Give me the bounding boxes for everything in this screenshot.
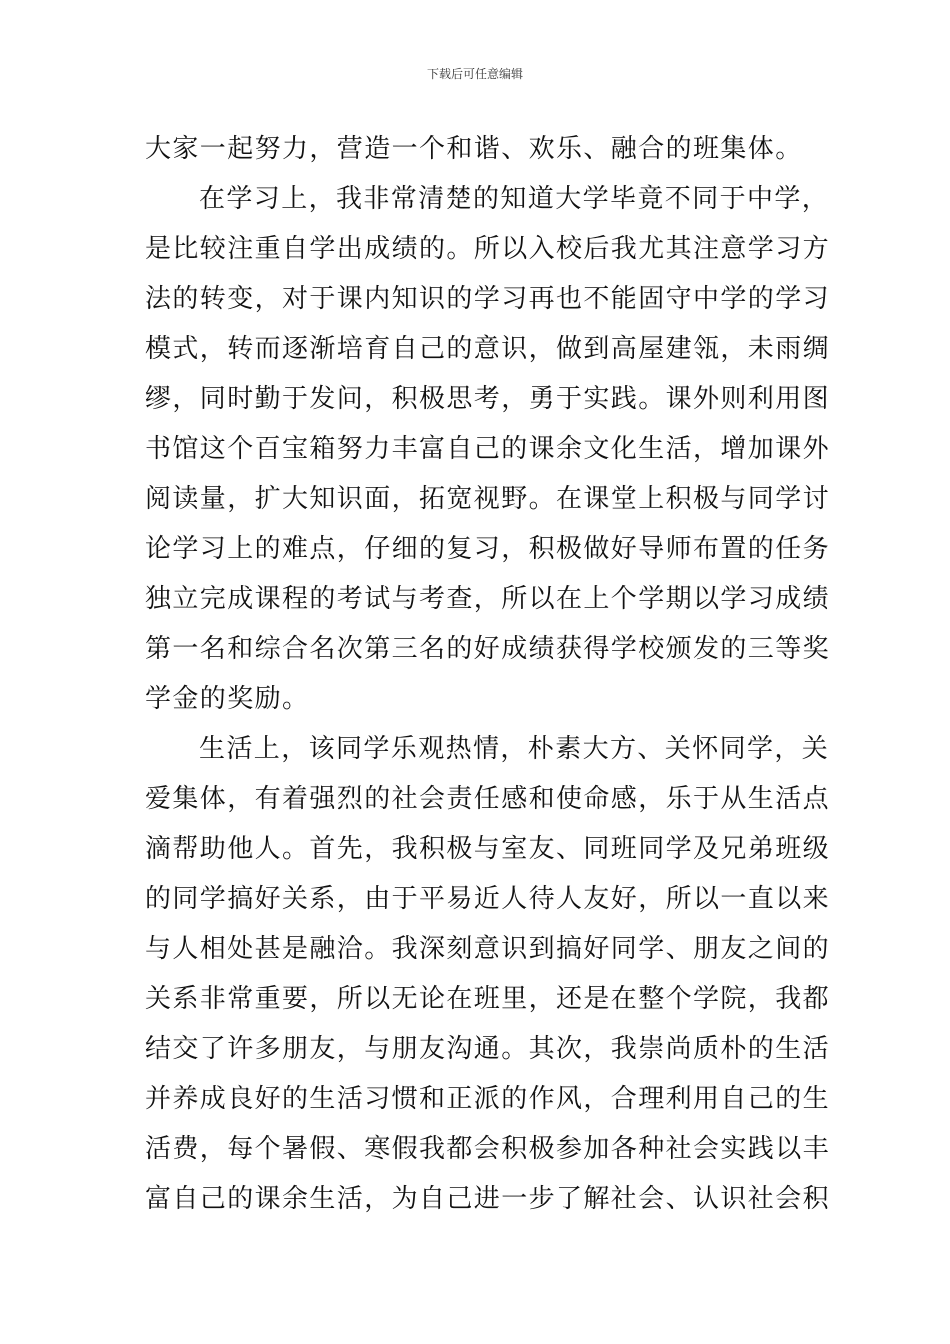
paragraph-start-line: 在学习上，我非常清楚的知道大学毕竟不同于中学， [199,184,830,214]
text-line: 学金的奖励。 [145,684,310,714]
text-line: 关系非常重要，所以无论在班里，还是在整个学院，我都 [145,984,831,1014]
paragraph-start-line: 生活上，该同学乐观热情，朴素大方、关怀同学，关 [199,734,830,764]
text-line: 与人相处甚是融洽。我深刻意识到搞好同学、朋友之间的 [145,934,831,964]
text-line: 结交了许多朋友，与朋友沟通。其次，我崇尚质朴的生活 [145,1034,831,1064]
text-line: 第一名和综合名次第三名的好成绩获得学校颁发的三等奖 [145,634,831,664]
text-line: 阅读量，扩大知识面，拓宽视野。在课堂上积极与同学讨 [145,484,831,514]
text-line: 书馆这个百宝箱努力丰富自己的课余文化生活，增加课外 [145,434,831,464]
text-line: 模式，转而逐渐培育自己的意识，做到高屋建瓴，未雨绸 [145,334,831,364]
text-line: 独立完成课程的考试与考查，所以在上个学期以学习成绩 [145,584,831,614]
text-line: 滴帮助他人。首先，我积极与室友、同班同学及兄弟班级 [145,834,831,864]
text-line: 活费，每个暑假、寒假我都会积极参加各种社会实践以丰 [145,1134,831,1164]
text-line: 爱集体，有着强烈的社会责任感和使命感，乐于从生活点 [145,784,831,814]
page-header: 下载后可任意编辑 [426,67,523,81]
text-line: 富自己的课余生活，为自己进一步了解社会、认识社会积 [145,1184,831,1214]
body-text [145,124,831,1224]
text-line: 论学习上的难点，仔细的复习，积极做好导师布置的任务 [145,534,831,564]
text-line: 缪，同时勤于发问，积极思考，勇于实践。课外则利用图 [145,384,831,414]
text-line: 法的转变，对于课内知识的学习再也不能固守中学的学习 [145,284,831,314]
text-line: 是比较注重自学出成绩的。所以入校后我尤其注意学习方 [145,234,831,264]
text-line: 并养成良好的生活习惯和正派的作风，合理利用自己的生 [145,1084,831,1114]
text-line: 大家一起努力，营造一个和谐、欢乐、融合的班集体。 [145,134,803,164]
text-line: 的同学搞好关系，由于平易近人待人友好，所以一直以来 [145,884,831,914]
